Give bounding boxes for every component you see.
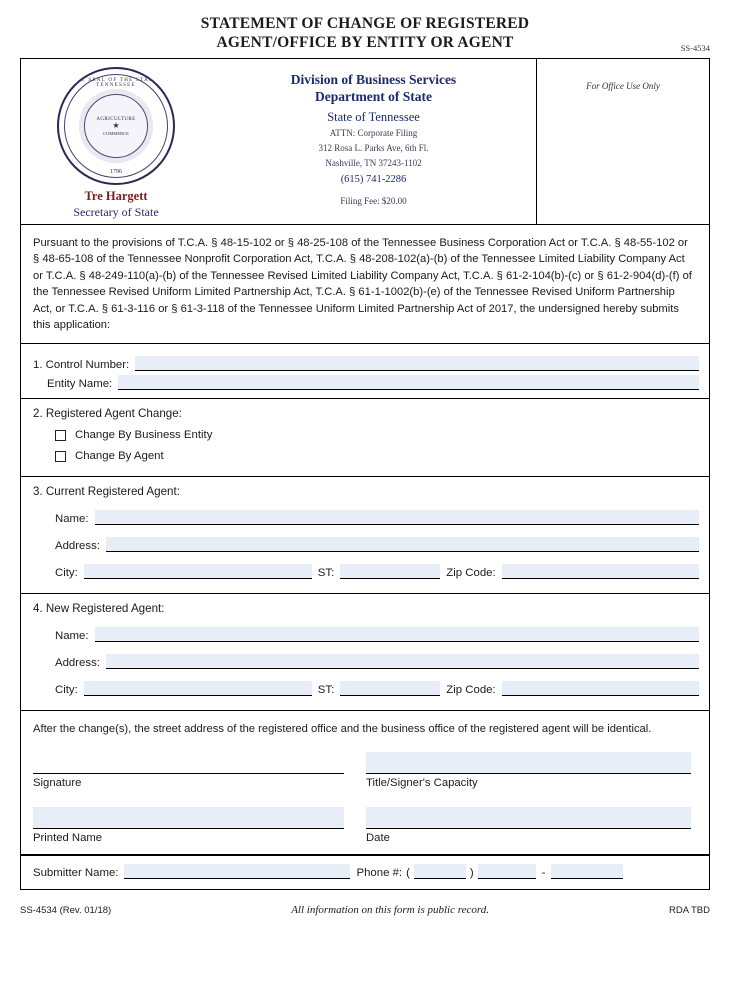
current-agent-city-row [33,564,699,579]
submitter-name-label: Submitter Name: [33,866,119,879]
new-agent-city-label: City: [55,684,78,697]
current-agent-city-label: City: [55,567,78,580]
section-signature [21,711,709,854]
signature-row-2 [33,807,699,844]
title-capacity-input[interactable] [366,752,691,774]
signature-input[interactable] [33,752,344,774]
checkbox-label-agent: Change By Agent [75,450,164,463]
state-seal-icon [57,67,175,185]
seal-outer-text: GREAT SEAL OF THE STATE OF TENNESSEE [63,78,169,88]
entity-name-input[interactable] [118,375,699,390]
section-3-title: 3. Current Registered Agent: [33,485,180,499]
division-name: Division of Business Services [290,72,457,87]
form-header [21,59,709,225]
city-state-zip: Nashville, TN 37243-1102 [325,158,422,168]
date-column [366,807,699,844]
seal-star-icon: ★ [112,120,120,130]
form-title-block [20,14,710,52]
new-agent-name-row [33,627,699,642]
new-agent-city-row [33,681,699,696]
footer-rda: RDA TBD [668,904,710,916]
current-agent-state-label: ST: [317,567,335,580]
control-number-input[interactable] [135,356,699,371]
seal-year: 1796 [110,169,122,175]
current-agent-address-label: Address: [55,540,100,553]
checkbox-change-by-business-entity[interactable] [55,430,66,441]
department-name: Department of State [315,89,432,104]
current-agent-name-row [33,510,699,525]
section-new-registered-agent [21,594,709,711]
current-agent-address-input[interactable] [106,537,699,552]
new-agent-zip-input[interactable] [502,681,699,696]
form-footer [20,904,710,916]
checkbox-row-business-entity[interactable] [33,429,699,441]
phone-open-paren: ( [406,866,410,879]
street-address: 312 Rosa L. Parks Ave, 6th Fl. [318,143,429,153]
phone-dash: - [541,866,546,879]
footer-public-record-note: All information on this form is public record. [291,903,489,916]
form-number-top: SS-4534 [680,43,710,53]
signature-label: Signature [33,776,82,789]
submitter-phone-prefix-input[interactable] [478,864,536,879]
title-capacity-label: Title/Signer's Capacity [366,776,478,789]
new-agent-name-label: Name: [55,630,89,643]
section-current-registered-agent [21,477,709,594]
section-control-entity [21,344,709,399]
office-use-label: For Office Use Only [586,81,660,91]
current-agent-state-input[interactable] [340,564,440,579]
printed-name-label: Printed Name [33,831,103,844]
seal-inner-line-2: COMMERCE [103,130,129,136]
agency-address-block [211,59,537,224]
seal-inner-emblem [84,94,148,158]
current-agent-name-label: Name: [55,513,89,526]
current-agent-name-input[interactable] [95,510,699,525]
checkbox-label-business-entity: Change By Business Entity [75,429,213,442]
submitter-phone-group [356,864,623,879]
filing-fee: Filing Fee: $20.00 [340,196,407,206]
submitter-phone-line-input[interactable] [551,864,623,879]
new-agent-address-row [33,654,699,669]
date-input[interactable] [366,807,691,829]
current-agent-city-input[interactable] [84,564,312,579]
entity-name-label: Entity Name: [47,378,113,391]
new-agent-city-input[interactable] [84,681,312,696]
state-seal-block [21,59,211,224]
agency-phone: (615) 741-2286 [340,174,407,185]
section-4-title: 4. New Registered Agent: [33,602,165,616]
title-capacity-column [366,752,699,789]
current-agent-zip-input[interactable] [502,564,699,579]
new-agent-name-input[interactable] [95,627,699,642]
form-body [20,58,710,890]
identical-address-note: After the change(s), the street address of the registered office and the business office of the registered agent will be identical. [33,723,652,736]
section-submitter [21,855,709,889]
submitter-name-input[interactable] [124,864,350,879]
signature-column [33,752,366,789]
secretary-title: Secretary of State [73,205,159,219]
new-agent-state-input[interactable] [340,681,440,696]
new-agent-zip-label: Zip Code: [446,684,496,697]
form-title-line-1: STATEMENT OF CHANGE OF REGISTERED [200,15,530,32]
new-agent-address-input[interactable] [106,654,699,669]
control-number-row [33,356,699,371]
new-agent-address-label: Address: [55,657,100,670]
form-title-line-2: AGENT/OFFICE BY ENTITY OR AGENT [216,34,514,51]
submitter-phone-area-input[interactable] [414,864,466,879]
date-label: Date [366,831,390,844]
section-registered-agent-change [21,399,709,477]
submitter-phone-label: Phone #: [356,866,403,879]
section-2-title: 2. Registered Agent Change: [33,407,182,421]
attn-line: ATTN: Corporate Filing [329,128,418,138]
printed-name-input[interactable] [33,807,344,829]
signature-row-1 [33,752,699,789]
checkbox-change-by-agent[interactable] [55,451,66,462]
current-agent-address-row [33,537,699,552]
new-agent-state-label: ST: [317,684,335,697]
seal-inner-line-1: AGRICULTURE [96,116,136,122]
footer-revision: SS-4534 (Rev. 01/18) [20,904,112,916]
entity-name-row [33,375,699,390]
phone-close-paren: ) [469,866,474,879]
secretary-name: Tre Hargett [84,189,148,203]
preamble-text: Pursuant to the provisions of T.C.A. § 48-15-102 or § 48-25-108 of the Tennessee Business Corporation Act or T.C.A. § 48-55-102 or § 48-65-108 of the Tennessee Nonprofit Corporation Act, T.C.A. § 48-208-102(a)-(b) of the Tennessee Limited Liability Company Act or T.C.A. § 48-249-110(a)-(b) of the Tennessee Revised Limited Liability Company Act, T.C.A. § 61-2-104(b)-(c) or § 61-2-904(d)-(f) of the Tennessee Revised Uniform Limited Partnership Act, T.C.A. § 61-1-1002(b)-(e) of the Tennessee Revised Uniform Partnership Act, or T.C.A. § 61-3-116 or § 61-3-118 of the Tennessee Uniform Limited Partnership Act of 2017, the undersigned hereby submits this application: [33,237,692,332]
control-number-label: 1. Control Number: [33,359,130,372]
checkbox-row-agent[interactable] [33,450,699,462]
current-agent-zip-label: Zip Code: [446,567,496,580]
printed-name-column [33,807,366,844]
office-use-block [537,59,709,224]
state-name: State of Tennessee [327,110,420,124]
preamble-section [21,225,709,344]
